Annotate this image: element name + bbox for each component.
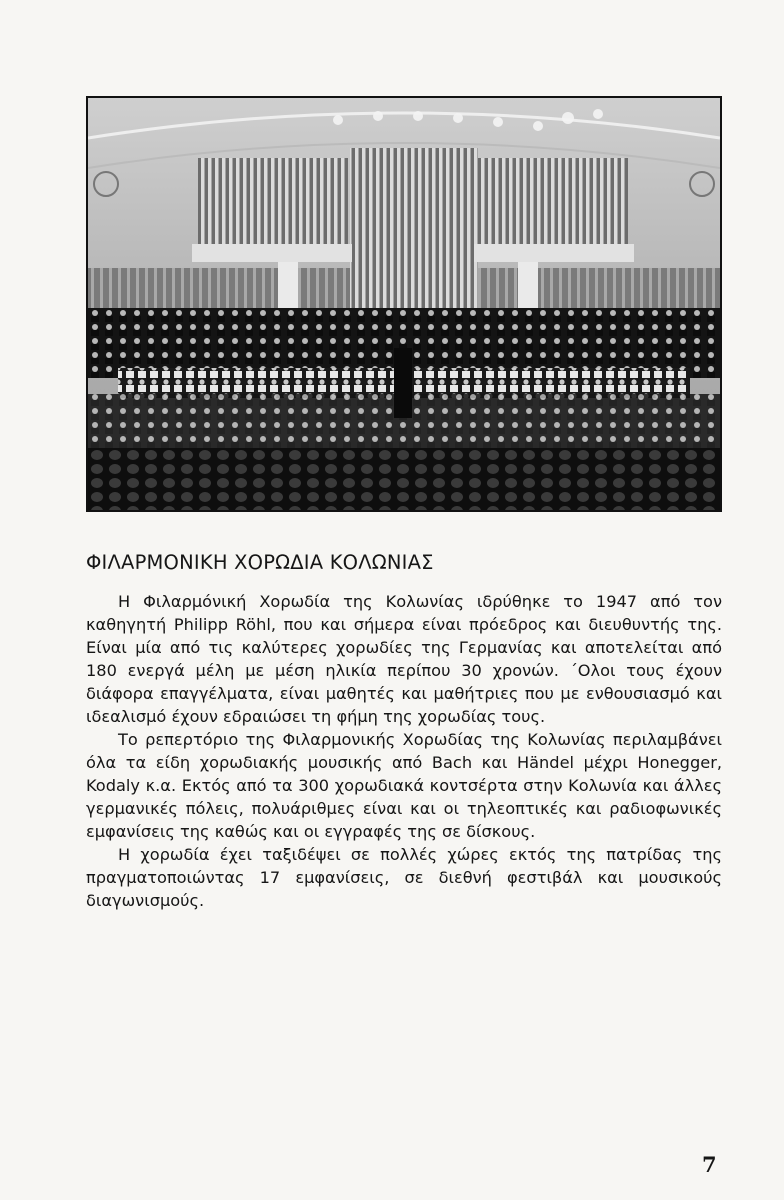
page-number: 7 (702, 1152, 717, 1177)
paragraph-repertoire: Το ρεπερτόριο της Φιλαρμονικής Χορωδίας της Κολωνίας περιλαμβάνει όλα τα είδη χορωδιακής μουσικής από Bach και Händel μέχρι Honegger, Kodaly κ.α. Εκτός από τα 300 χορωδιακά κοντσέρτα στην Κολωνία και άλλες γερμανικές πόλεις, πολυάριθμες είναι και οι τηλεοπτικές και ραδιοφωνικές εμφανίσεις της καθώς και οι εγγραφές της σε δίσκους. (86, 730, 722, 841)
paragraph-founding: Η Φιλαρμόνική Χορωδία της Κολωνίας ιδρύθηκε το 1947 από τον καθηγητή Philipp Röhl, που και σήμερα είναι πρόεδρος και διευθυντής της. Είναι μία από τις καλύτερες χορωδίες της Γερμανίας και αποτελείται από 180 ενεργά μέλη με μέση ηλικία περίπου 30 χρονών. ΄Ολοι τους έχουν διάφορα επαγγέλματα, είναι μαθητές και μαθήτριες που με ενθουσιασμό και ιδεαλισμό έχουν εδραιώσει τη φήμη της χορωδίας τους. (86, 592, 722, 726)
article-heading: ΦΙΛΑΡΜΟΝΙΚΗ ΧΟΡΩΔΙΑ ΚΟΛΩΝΙΑΣ (86, 551, 434, 574)
choir-concert-photo (86, 96, 722, 512)
paragraph-tours: Η χορωδία έχει ταξιδέψει σε πολλές χώρες εκτός της πατρίδας της πραγματοποιώντας 17 εμφανίσεις, σε διεθνή φεστιβάλ και μουσικούς διαγωνισμούς. (86, 845, 722, 910)
article-body (86, 590, 722, 912)
concert-hall-image (88, 98, 720, 510)
